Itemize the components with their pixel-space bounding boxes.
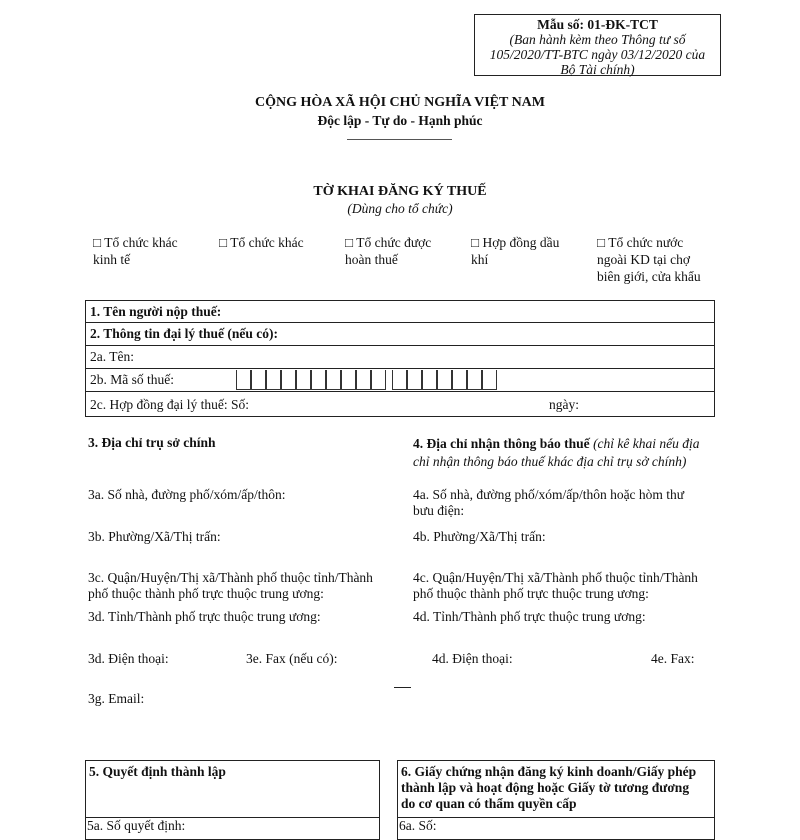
option-line: □ Tổ chức nước: [597, 235, 684, 250]
section4-province[interactable]: 4d. Tỉnh/Thành phố trực thuộc trung ương:: [413, 609, 646, 624]
section3-district-line1[interactable]: 3c. Quận/Huyện/Thị xã/Thành phố thuộc tỉnh/Thành: [88, 570, 373, 585]
national-motto: Độc lập - Tự do - Hạnh phúc: [317, 113, 483, 128]
section4-heading-text: 4. Địa chỉ nhận thông báo thuế: [413, 436, 590, 451]
option-line: □ Tổ chức được: [345, 235, 432, 250]
tax-code-digit-box[interactable]: [266, 370, 281, 390]
section3-province[interactable]: 3d. Tỉnh/Thành phố trực thuộc trung ương:: [88, 609, 321, 624]
agent-tax-code-row[interactable]: [85, 369, 715, 392]
agent-tax-code-label: 2b. Mã số thuế:: [90, 372, 174, 387]
section6-box: [397, 760, 715, 840]
section4-house-number-line2: bưu điện:: [413, 503, 465, 518]
option-line: □ Hợp đồng dầu: [471, 235, 560, 250]
option-line: biên giới, cửa khẩu: [597, 269, 701, 284]
section5-heading: 5. Quyết định thành lập: [89, 764, 226, 779]
section6-heading-line3: do cơ quan có thẩm quyền cấp: [401, 796, 577, 811]
section5-decision-number[interactable]: 5a. Số quyết định:: [87, 818, 186, 833]
option-line: hoàn thuế: [345, 252, 398, 267]
tax-code-digit-box[interactable]: [422, 370, 437, 390]
section6-heading-line1: 6. Giấy chứng nhận đăng ký kinh doanh/Giấy phép: [401, 764, 697, 779]
section4-fax[interactable]: 4e. Fax:: [651, 651, 695, 666]
option-line: ngoài KD tại chợ: [597, 252, 690, 267]
option-line: kinh tế: [93, 252, 131, 267]
section6-divider: [398, 817, 714, 818]
agent-name-row[interactable]: [85, 346, 715, 369]
section4-district-line2: phố thuộc thành phố trực thuộc trung ương:: [413, 586, 649, 601]
section4-heading: [413, 435, 723, 471]
option-line: □ Tổ chức khác: [219, 235, 304, 250]
agent-contract-date-label: ngày:: [549, 397, 579, 412]
section3-email[interactable]: 3g. Email:: [88, 691, 145, 706]
section4-phone[interactable]: 4d. Điện thoại:: [432, 651, 513, 666]
section6-heading: [401, 764, 696, 812]
option-foreign-border-org[interactable]: [597, 234, 722, 285]
section3-phone[interactable]: 3d. Điện thoại:: [88, 651, 169, 666]
tax-code-digit-box[interactable]: [467, 370, 482, 390]
agent-contract-label: 2c. Hợp đồng đại lý thuế: Số:: [90, 397, 250, 412]
tax-code-digit-box[interactable]: [437, 370, 452, 390]
section3-ward[interactable]: 3b. Phường/Xã/Thị trấn:: [88, 529, 221, 544]
form-code-line3: Bộ Tài chính): [560, 62, 635, 77]
tax-code-digit-box[interactable]: [341, 370, 356, 390]
tax-code-digit-box[interactable]: [326, 370, 341, 390]
motto-underline: [347, 139, 452, 140]
option-tax-refund-org[interactable]: [345, 234, 465, 268]
tax-code-digit-box[interactable]: [392, 370, 407, 390]
center-dash: [394, 687, 411, 688]
option-oil-gas-contract[interactable]: [471, 234, 591, 268]
section5-box: [85, 760, 380, 840]
form-code-line1: (Ban hành kèm theo Thông tư số: [509, 32, 686, 47]
form-code-line2: 105/2020/TT-BTC ngày 03/12/2020 của: [489, 47, 706, 62]
section3-fax[interactable]: 3e. Fax (nếu có):: [246, 651, 338, 666]
tax-code-digit-box[interactable]: [236, 370, 251, 390]
tax-code-digit-box[interactable]: [311, 370, 326, 390]
section4-district-line1[interactable]: 4c. Quận/Huyện/Thị xã/Thành phố thuộc tỉnh/Thành: [413, 570, 698, 585]
section4-house-number-line1[interactable]: 4a. Số nhà, đường phố/xóm/ấp/thôn hoặc hòm thư: [413, 487, 685, 502]
section3-district-line2: phố thuộc thành phố trực thuộc trung ương:: [88, 586, 324, 601]
tax-code-digit-box[interactable]: [296, 370, 311, 390]
tax-code-digit-box[interactable]: [281, 370, 296, 390]
section4-ward[interactable]: 4b. Phường/Xã/Thị trấn:: [413, 529, 546, 544]
agent-contract-row[interactable]: [85, 392, 715, 417]
taxpayer-name-row[interactable]: [85, 300, 715, 323]
tax-code-digit-box[interactable]: [407, 370, 422, 390]
option-other-economic-org[interactable]: [93, 234, 218, 268]
tax-code-digit-box[interactable]: [371, 370, 386, 390]
section6-heading-line2: thành lập và hoạt động hoặc Giấy tờ tương đương: [401, 780, 690, 795]
tax-code-digit-box[interactable]: [482, 370, 497, 390]
section6-number[interactable]: 6a. Số:: [399, 818, 437, 833]
tax-code-digit-box[interactable]: [251, 370, 266, 390]
country-name: CỘNG HÒA XÃ HỘI CHỦ NGHĨA VIỆT NAM: [254, 95, 545, 110]
option-line: khí: [471, 252, 489, 267]
tax-agent-info-label: 2. Thông tin đại lý thuế (nếu có):: [90, 326, 279, 341]
tax-code-digit-box[interactable]: [452, 370, 467, 390]
section3-heading: 3. Địa chỉ trụ sở chính: [88, 435, 216, 450]
section4-heading-note1: (chỉ kê khai nếu địa: [593, 436, 700, 451]
tax-agent-info-row: [85, 323, 715, 346]
form-code-title: Mẫu số: 01-ĐK-TCT: [537, 17, 658, 32]
taxpayer-name-label: 1. Tên người nộp thuế:: [90, 304, 222, 319]
option-other-org[interactable]: [219, 234, 339, 251]
form-subtitle: (Dùng cho tổ chức): [347, 201, 453, 216]
form-title: TỜ KHAI ĐĂNG KÝ THUẾ: [313, 184, 487, 199]
section4-heading-note2: chỉ nhận thông báo thuế khác địa chỉ trụ sở chính): [413, 454, 687, 469]
section3-house-number[interactable]: 3a. Số nhà, đường phố/xóm/ấp/thôn:: [88, 487, 286, 502]
form-code-box: [474, 14, 721, 76]
option-line: □ Tổ chức khác: [93, 235, 178, 250]
tax-code-digit-box[interactable]: [356, 370, 371, 390]
agent-name-label: 2a. Tên:: [90, 349, 134, 364]
